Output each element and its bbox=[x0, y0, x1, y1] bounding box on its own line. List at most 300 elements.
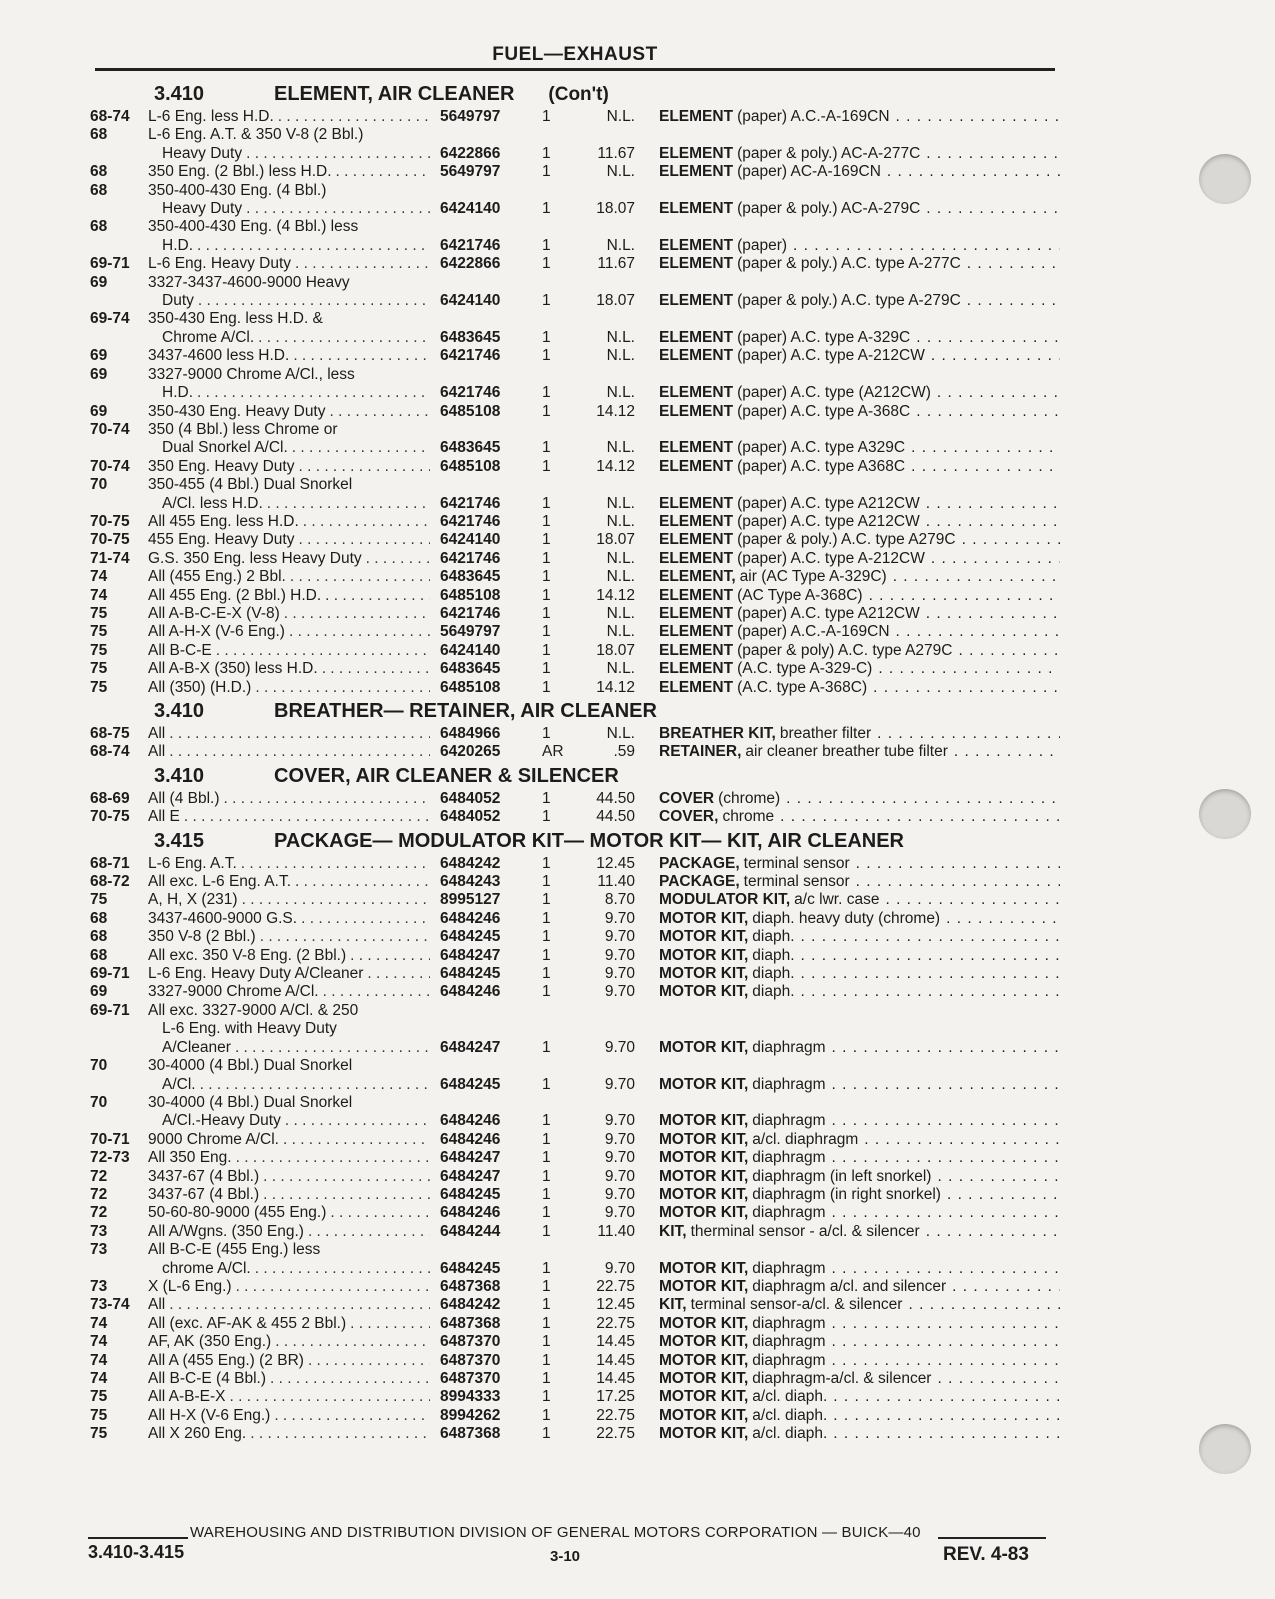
item-detail: terminal sensor bbox=[743, 854, 850, 872]
quantity: 1 bbox=[542, 1149, 551, 1167]
table-row bbox=[90, 218, 1060, 255]
item-detail: (paper & poly.) A.C. type A279C bbox=[737, 531, 956, 549]
dot-leader bbox=[325, 587, 430, 605]
item-detail: diaphragm bbox=[752, 1038, 826, 1056]
description-line bbox=[148, 163, 430, 181]
part-number: 6485108 bbox=[440, 678, 501, 696]
part-number: 6484247 bbox=[440, 1038, 501, 1056]
item-name: MODULATOR KIT, bbox=[659, 891, 791, 909]
description-line bbox=[148, 1076, 430, 1094]
footer-division: WAREHOUSING AND DISTRIBUTION DIVISION OF GENERAL MOTORS CORPORATION — BUICK—40 bbox=[190, 1524, 921, 1541]
item-name: ELEMENT bbox=[659, 549, 734, 567]
description-line bbox=[148, 947, 430, 965]
list-price: 18.07 bbox=[596, 531, 635, 549]
quantity: 1 bbox=[542, 512, 551, 530]
dot-leader bbox=[896, 108, 1060, 126]
application-description bbox=[148, 1002, 430, 1057]
table-row bbox=[90, 568, 1060, 586]
application-description bbox=[148, 928, 430, 946]
quantity: 1 bbox=[542, 1277, 551, 1295]
quantity: 1 bbox=[542, 1333, 551, 1351]
quantity: 1 bbox=[542, 1204, 551, 1222]
application-description bbox=[148, 947, 430, 965]
list-price: 44.50 bbox=[596, 789, 635, 807]
item-description bbox=[659, 587, 1060, 605]
part-number: 6424140 bbox=[440, 292, 501, 310]
item-description bbox=[659, 1315, 1060, 1333]
list-price: N.L. bbox=[606, 623, 635, 641]
list-price: 9.70 bbox=[604, 965, 635, 983]
list-price: 22.75 bbox=[596, 1425, 635, 1443]
table-row bbox=[90, 965, 1060, 983]
list-price: 14.45 bbox=[596, 1333, 635, 1351]
description-text: 350 Eng. Heavy Duty bbox=[148, 457, 295, 475]
description-line bbox=[148, 587, 430, 605]
table-row bbox=[90, 1057, 1060, 1094]
table-row bbox=[90, 182, 1060, 219]
description-line bbox=[148, 403, 430, 421]
item-detail: diaphragm bbox=[752, 1351, 826, 1369]
quantity: 1 bbox=[542, 384, 551, 402]
quantity: 1 bbox=[542, 678, 551, 696]
dot-leader bbox=[258, 329, 430, 347]
model-years: 70-74 bbox=[90, 420, 130, 438]
description-line bbox=[148, 1057, 430, 1075]
part-number: 6483645 bbox=[440, 660, 501, 678]
part-number: 6421746 bbox=[440, 512, 501, 530]
application-description bbox=[148, 476, 430, 513]
part-number: 6484245 bbox=[440, 965, 501, 983]
quantity: 1 bbox=[542, 144, 551, 162]
part-number: 6484242 bbox=[440, 854, 501, 872]
part-number: 6421746 bbox=[440, 549, 501, 567]
dot-leader bbox=[908, 1296, 1060, 1314]
table-row bbox=[90, 1352, 1060, 1370]
description-line bbox=[148, 1333, 430, 1351]
model-years: 70-74 bbox=[90, 457, 130, 475]
part-number: 6424140 bbox=[440, 641, 501, 659]
application-description bbox=[148, 1278, 430, 1296]
quantity: 1 bbox=[542, 1167, 551, 1185]
description-text: All A-B-C-E-X (V-8) bbox=[148, 604, 280, 622]
list-price: N.L. bbox=[606, 236, 635, 254]
description-text: 3437-4600 less H.D. bbox=[148, 347, 290, 365]
item-detail: diaphragm bbox=[752, 1259, 826, 1277]
dot-leader bbox=[911, 439, 1060, 457]
item-detail: (AC Type A-368C) bbox=[737, 586, 863, 604]
description-text: Chrome A/Cl. bbox=[162, 328, 255, 346]
dot-leader bbox=[274, 1407, 430, 1425]
item-name: ELEMENT bbox=[659, 384, 734, 402]
list-price: 9.70 bbox=[604, 909, 635, 927]
application-description bbox=[148, 1204, 430, 1222]
model-years: 73-74 bbox=[90, 1296, 130, 1314]
dot-leader bbox=[322, 660, 430, 678]
description-text: All A-H-X (V-6 Eng.) bbox=[148, 623, 285, 641]
table-row bbox=[90, 108, 1060, 126]
description-line bbox=[148, 873, 430, 891]
dot-leader bbox=[236, 1278, 430, 1296]
item-detail: (paper) A.C.-A-169CN bbox=[737, 623, 890, 641]
item-description bbox=[659, 790, 1060, 808]
list-price: 9.70 bbox=[604, 1112, 635, 1130]
description-line bbox=[148, 743, 430, 761]
binder-hole-icon bbox=[1199, 154, 1251, 204]
item-detail: diaphragm bbox=[752, 1149, 826, 1167]
description-text: Heavy Duty bbox=[162, 144, 243, 162]
table-row bbox=[90, 1186, 1060, 1204]
dot-leader bbox=[864, 1131, 1060, 1149]
description-line bbox=[148, 891, 430, 909]
dot-leader bbox=[832, 1315, 1060, 1333]
item-name: MOTOR KIT, bbox=[659, 1370, 749, 1387]
item-name: MOTOR KIT, bbox=[659, 1075, 749, 1093]
dot-leader bbox=[937, 1370, 1060, 1388]
item-description bbox=[659, 163, 1060, 181]
dot-leader bbox=[263, 1168, 430, 1186]
dot-leader bbox=[283, 1131, 430, 1149]
part-number: 6421746 bbox=[440, 494, 501, 512]
description-line bbox=[148, 347, 430, 365]
table-row bbox=[90, 421, 1060, 458]
description-text: 350 (4 Bbl.) less Chrome or bbox=[148, 420, 338, 438]
item-description bbox=[659, 531, 1060, 549]
item-detail: a/cl. diaph. bbox=[752, 1388, 828, 1406]
item-description bbox=[659, 679, 1060, 697]
item-name: MOTOR KIT, bbox=[659, 946, 749, 964]
dot-leader bbox=[967, 292, 1060, 310]
part-number: 6487370 bbox=[440, 1351, 501, 1369]
description-line bbox=[148, 200, 430, 218]
item-name: ELEMENT bbox=[659, 660, 734, 678]
item-detail: (A.C. type A-368C) bbox=[737, 678, 868, 696]
item-detail: therminal sensor - a/cl. & silencer bbox=[690, 1222, 920, 1240]
description-text: 350-430 Eng. Heavy Duty bbox=[148, 402, 326, 420]
item-name: MOTOR KIT, bbox=[659, 1333, 749, 1351]
description-line bbox=[148, 623, 430, 641]
dot-leader bbox=[367, 965, 430, 983]
item-description bbox=[659, 1296, 1060, 1314]
part-number: 6421746 bbox=[440, 384, 501, 402]
application-description bbox=[148, 1168, 430, 1186]
model-years: 68-74 bbox=[90, 108, 130, 125]
list-price: N.L. bbox=[606, 568, 635, 586]
footer-rule-right bbox=[938, 1537, 1046, 1539]
application-description bbox=[148, 366, 430, 403]
description-text: All exc. 3327-9000 A/Cl. & 250 bbox=[148, 1001, 359, 1019]
list-price: .59 bbox=[613, 743, 635, 761]
part-number: 6484244 bbox=[440, 1222, 501, 1240]
item-name: PACKAGE, bbox=[659, 873, 740, 891]
item-description bbox=[659, 1223, 1060, 1241]
description-line bbox=[148, 237, 430, 255]
description-text: All (350) (H.D.) bbox=[148, 678, 252, 696]
dot-leader bbox=[197, 384, 430, 402]
description-text: A/Cl. bbox=[162, 1075, 196, 1093]
item-name: ELEMENT bbox=[659, 108, 734, 125]
quantity: 1 bbox=[542, 549, 551, 567]
application-description bbox=[148, 1388, 430, 1406]
model-years: 69-71 bbox=[90, 255, 130, 273]
item-description bbox=[659, 910, 1060, 928]
quantity: 1 bbox=[542, 531, 551, 549]
dot-leader bbox=[801, 947, 1060, 965]
quantity: 1 bbox=[542, 660, 551, 678]
description-line bbox=[148, 329, 430, 347]
list-price: 14.12 bbox=[596, 457, 635, 475]
dot-leader bbox=[833, 1425, 1060, 1443]
list-price: 9.70 bbox=[604, 1204, 635, 1222]
item-detail: a/cl. diaph. bbox=[752, 1406, 828, 1424]
item-name: KIT, bbox=[659, 1296, 687, 1314]
part-number: 6484242 bbox=[440, 1296, 501, 1314]
list-price: N.L. bbox=[606, 512, 635, 530]
description-line bbox=[148, 605, 430, 623]
description-line bbox=[148, 1370, 430, 1388]
application-description bbox=[148, 255, 430, 273]
application-description bbox=[148, 163, 430, 181]
description-text: chrome A/Cl. bbox=[162, 1259, 251, 1277]
item-description bbox=[659, 855, 1060, 873]
table-row bbox=[90, 1407, 1060, 1425]
model-years: 75 bbox=[90, 891, 108, 909]
dot-leader bbox=[856, 855, 1060, 873]
description-line bbox=[148, 476, 430, 494]
description-line bbox=[148, 660, 430, 678]
description-line bbox=[148, 1204, 430, 1222]
page-header-title: FUEL—EXHAUST bbox=[492, 44, 658, 65]
model-years: 70-71 bbox=[90, 1130, 130, 1148]
description-text: X (L-6 Eng.) bbox=[148, 1277, 232, 1295]
dot-leader bbox=[954, 743, 1060, 761]
model-years: 75 bbox=[90, 678, 108, 696]
item-detail: (paper & poly.) A.C. type A-277C bbox=[737, 255, 961, 273]
description-line bbox=[148, 1020, 430, 1038]
list-price: 18.07 bbox=[596, 641, 635, 659]
application-description bbox=[148, 218, 430, 255]
dot-leader bbox=[169, 743, 430, 761]
model-years: 75 bbox=[90, 623, 108, 641]
description-line bbox=[148, 855, 430, 873]
dot-leader bbox=[255, 1260, 430, 1278]
dot-leader bbox=[856, 873, 1060, 891]
item-detail: (paper) AC-A-169CN bbox=[737, 163, 881, 181]
list-price: 22.75 bbox=[596, 1277, 635, 1295]
item-name: ELEMENT bbox=[659, 512, 734, 530]
dot-leader bbox=[236, 1149, 430, 1167]
part-number: 6483645 bbox=[440, 439, 501, 457]
model-years: 70 bbox=[90, 1057, 108, 1075]
quantity: 1 bbox=[542, 1388, 551, 1406]
description-text: A/Cleaner bbox=[162, 1038, 231, 1056]
dot-leader bbox=[832, 1149, 1060, 1167]
application-description bbox=[148, 873, 430, 891]
list-price: N.L. bbox=[606, 725, 635, 742]
item-description bbox=[659, 928, 1060, 946]
application-description bbox=[148, 1149, 430, 1167]
description-line bbox=[148, 1112, 430, 1130]
table-row bbox=[90, 642, 1060, 660]
section-number: 3.410 bbox=[154, 764, 205, 787]
dot-leader bbox=[242, 891, 430, 909]
dot-leader bbox=[246, 200, 430, 218]
part-number: 8994333 bbox=[440, 1388, 501, 1406]
list-price: 9.70 bbox=[604, 1185, 635, 1203]
table-row bbox=[90, 928, 1060, 946]
description-text: L-6 Eng. A.T. bbox=[148, 854, 237, 872]
item-detail: (paper) A.C. type A-329C bbox=[737, 328, 911, 346]
item-name: MOTOR KIT, bbox=[659, 983, 749, 1001]
list-price: 9.70 bbox=[604, 1149, 635, 1167]
dot-leader bbox=[832, 1204, 1060, 1222]
item-detail: diaph. bbox=[752, 983, 795, 1001]
application-description bbox=[148, 1296, 430, 1314]
item-name: ELEMENT bbox=[659, 586, 734, 604]
item-detail: (paper) A.C. type A368C bbox=[737, 457, 906, 475]
part-number: 6422866 bbox=[440, 144, 501, 162]
list-price: N.L. bbox=[606, 439, 635, 457]
item-detail: (paper) A.C. type A-212CW bbox=[737, 347, 925, 365]
item-name: MOTOR KIT, bbox=[659, 1425, 749, 1443]
list-price: N.L. bbox=[606, 108, 635, 125]
item-description bbox=[659, 329, 1060, 347]
table-row bbox=[90, 163, 1060, 181]
item-name: MOTOR KIT, bbox=[659, 965, 749, 983]
description-text: All A (455 Eng.) (2 BR) bbox=[148, 1351, 304, 1369]
list-price: 9.70 bbox=[604, 1075, 635, 1093]
item-name: RETAINER, bbox=[659, 743, 742, 761]
dot-leader bbox=[224, 790, 431, 808]
quantity: 1 bbox=[542, 457, 551, 475]
list-price: 22.75 bbox=[596, 1406, 635, 1424]
dot-leader bbox=[330, 1204, 430, 1222]
model-years: 68 bbox=[90, 163, 108, 181]
dot-leader bbox=[931, 550, 1060, 568]
part-number: 6487368 bbox=[440, 1277, 501, 1295]
application-description bbox=[148, 808, 430, 826]
dot-leader bbox=[290, 568, 430, 586]
description-text: 3327-3437-4600-9000 Heavy bbox=[148, 273, 350, 291]
dot-leader bbox=[303, 513, 430, 531]
item-detail: (paper) A.C.-A-169CN bbox=[737, 108, 890, 125]
item-name: ELEMENT bbox=[659, 200, 734, 218]
list-price: N.L. bbox=[606, 660, 635, 678]
item-description bbox=[659, 725, 1060, 743]
dot-leader bbox=[308, 1352, 430, 1370]
dot-leader bbox=[263, 1186, 430, 1204]
model-years: 68-74 bbox=[90, 743, 130, 761]
description-line bbox=[148, 439, 430, 457]
table-row bbox=[90, 605, 1060, 623]
item-name: MOTOR KIT, bbox=[659, 1351, 749, 1369]
list-price: 18.07 bbox=[596, 292, 635, 310]
dot-leader bbox=[887, 163, 1060, 181]
quantity: 1 bbox=[542, 808, 551, 826]
list-price: 22.75 bbox=[596, 1314, 635, 1332]
description-text: 30-4000 (4 Bbl.) Dual Snorkel bbox=[148, 1057, 353, 1075]
quantity: 1 bbox=[542, 1314, 551, 1332]
description-text: H.D. bbox=[162, 384, 193, 402]
quantity: 1 bbox=[542, 328, 551, 346]
quantity: 1 bbox=[542, 1351, 551, 1369]
item-detail: (A.C. type A-329-C) bbox=[737, 660, 873, 678]
item-description bbox=[659, 384, 1060, 402]
list-price: 9.70 bbox=[604, 946, 635, 964]
table-row bbox=[90, 1425, 1060, 1443]
item-description bbox=[659, 1352, 1060, 1370]
table-row bbox=[90, 1296, 1060, 1314]
item-name: MOTOR KIT, bbox=[659, 1038, 749, 1056]
dot-leader bbox=[832, 1333, 1060, 1351]
part-number: 6421746 bbox=[440, 347, 501, 365]
item-description bbox=[659, 568, 1060, 586]
item-detail: a/c lwr. case bbox=[794, 891, 880, 909]
dot-leader bbox=[241, 855, 430, 873]
description-text: All (exc. AF-AK & 455 2 Bbl.) bbox=[148, 1314, 347, 1332]
table-row bbox=[90, 1333, 1060, 1351]
list-price: N.L. bbox=[606, 549, 635, 567]
part-number: 6484246 bbox=[440, 1112, 501, 1130]
model-years: 74 bbox=[90, 586, 108, 604]
dot-leader bbox=[967, 255, 1060, 273]
description-line bbox=[148, 1315, 430, 1333]
description-text: A/Cl. less H.D. bbox=[162, 494, 263, 512]
model-years: 72-73 bbox=[90, 1149, 130, 1167]
description-text: All 350 Eng. bbox=[148, 1149, 232, 1167]
quantity: 1 bbox=[542, 1112, 551, 1130]
item-name: COVER, bbox=[659, 808, 719, 826]
dot-leader bbox=[308, 1223, 430, 1241]
model-years: 70 bbox=[90, 1093, 108, 1111]
description-line bbox=[148, 458, 430, 476]
part-number: 6484246 bbox=[440, 983, 501, 1001]
part-number: 6484247 bbox=[440, 946, 501, 964]
item-name: MOTOR KIT, bbox=[659, 1167, 749, 1185]
dot-leader bbox=[911, 458, 1060, 476]
item-detail: diaphragm-a/cl. & silencer bbox=[752, 1370, 932, 1387]
dot-leader bbox=[295, 255, 430, 273]
table-row bbox=[90, 1094, 1060, 1131]
model-years: 69 bbox=[90, 347, 108, 365]
description-line bbox=[148, 1278, 430, 1296]
description-text: All exc. L-6 Eng. A.T. bbox=[148, 873, 292, 891]
item-detail: diaphragm (in right snorkel) bbox=[752, 1185, 941, 1203]
section-heading bbox=[90, 697, 1060, 725]
description-text: 350 V-8 (2 Bbl.) bbox=[148, 928, 256, 946]
item-name: ELEMENT bbox=[659, 255, 734, 273]
item-description bbox=[659, 255, 1060, 273]
model-years: 75 bbox=[90, 641, 108, 659]
table-row bbox=[90, 660, 1060, 678]
item-description bbox=[659, 983, 1060, 1001]
item-description bbox=[659, 550, 1060, 568]
item-name: COVER bbox=[659, 789, 715, 807]
dot-leader bbox=[885, 891, 1060, 909]
dot-leader bbox=[235, 1039, 430, 1057]
description-text: Duty bbox=[162, 292, 194, 310]
dot-leader bbox=[330, 403, 431, 421]
model-years: 69-71 bbox=[90, 965, 130, 983]
header-rule bbox=[95, 68, 1055, 71]
dot-leader bbox=[832, 1260, 1060, 1278]
dot-leader bbox=[285, 1112, 430, 1130]
quantity: 1 bbox=[542, 402, 551, 420]
item-name: MOTOR KIT, bbox=[659, 1130, 749, 1148]
application-description bbox=[148, 623, 430, 641]
part-number: 6421746 bbox=[440, 236, 501, 254]
description-line bbox=[148, 1241, 430, 1259]
item-name: ELEMENT bbox=[659, 678, 734, 696]
